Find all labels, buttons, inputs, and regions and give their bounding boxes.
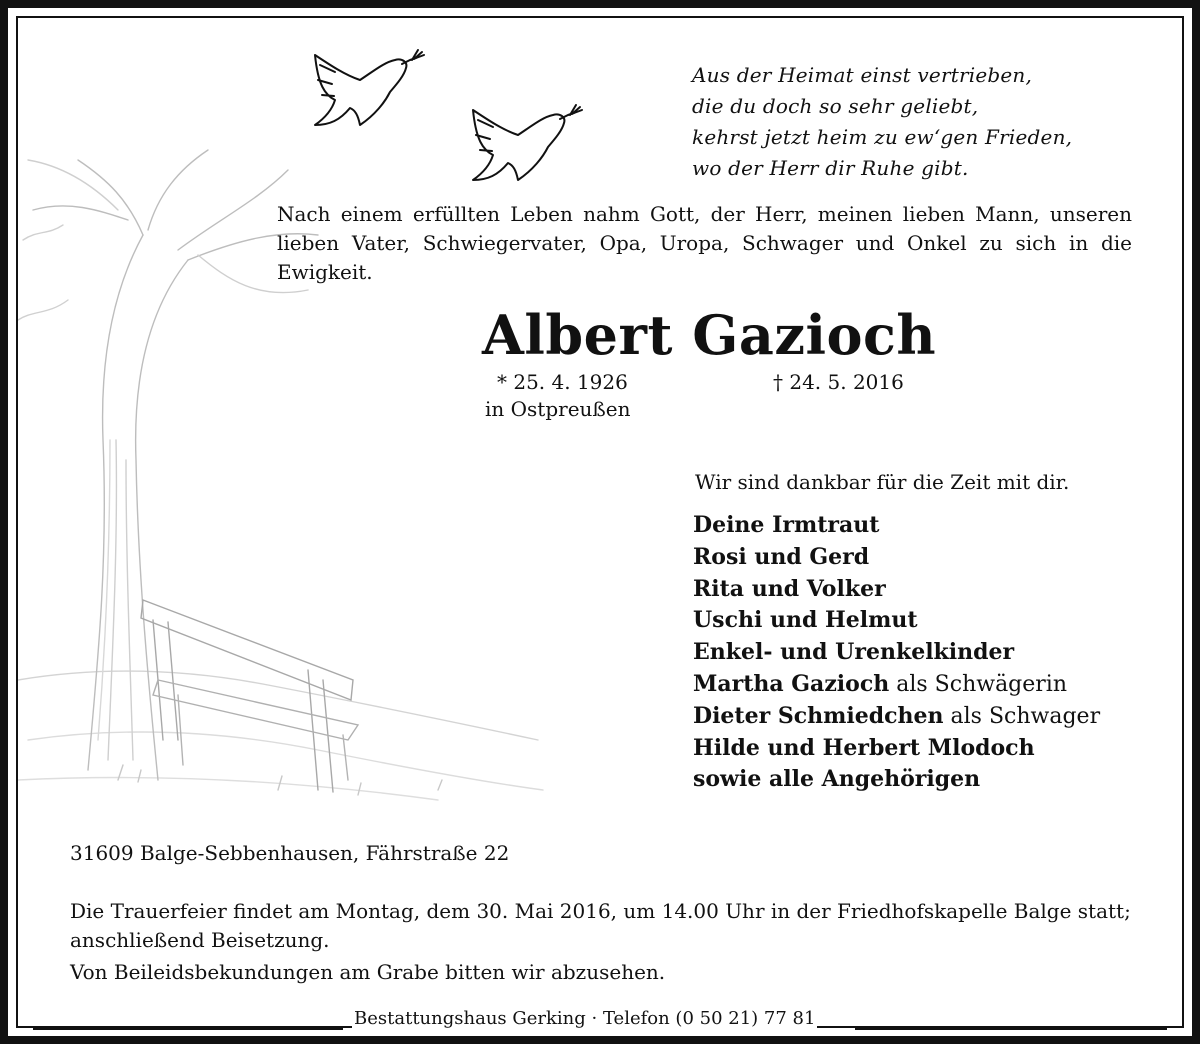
poem-line: Aus der Heimat einst vertrieben,	[692, 63, 1033, 87]
doves-illustration	[300, 40, 600, 200]
funeral-home-footer: Bestattungshaus Gerking · Telefon (0 50 21) 77 81	[354, 1008, 816, 1029]
family-name: Rita und Volker	[693, 575, 886, 602]
death-date: † 24. 5. 2016	[773, 370, 904, 394]
dove-with-olive-branch-icon	[473, 105, 582, 180]
family-name: Dieter Schmiedchen	[693, 702, 944, 729]
intro-text: Nach einem erfüllten Leben nahm Gott, der Herr, meinen lieben Mann, unseren lieben Vater, Schwiegervater, Opa, Uropa, Schwager und Onkel zu sich in die Ewigkeit.	[277, 202, 1132, 284]
family-name: Rosi und Gerd	[693, 543, 870, 570]
family-entry	[693, 510, 1100, 542]
family-entry	[693, 764, 1100, 796]
family-entry	[693, 669, 1100, 701]
poem-line: die du doch so sehr geliebt,	[692, 94, 979, 118]
poem	[692, 60, 1072, 184]
family-name: sowie alle Angehörigen	[693, 766, 981, 793]
family-entry	[693, 542, 1100, 574]
dove-with-olive-branch-icon	[315, 50, 424, 125]
birthplace: in Ostpreußen	[485, 397, 631, 421]
family-entry	[693, 701, 1100, 733]
family-list	[693, 510, 1100, 796]
family-name: Martha Gazioch	[693, 670, 890, 697]
footer-rule	[33, 1027, 343, 1030]
family-entry	[693, 733, 1100, 765]
address: 31609 Balge-Sebbenhausen, Fährstraße 22	[70, 841, 510, 865]
family-relation: als Schwager	[950, 703, 1101, 729]
family-entry	[693, 605, 1100, 637]
family-entry	[693, 574, 1100, 606]
funeral-notice: Die Trauerfeier findet am Montag, dem 30. Mai 2016, um 14.00 Uhr in der Friedhofskapelle Balge statt; anschließend Beisetzung.	[70, 899, 1131, 952]
thanks-line: Wir sind dankbar für die Zeit mit dir.	[695, 470, 1070, 494]
deceased-name: Albert Gazioch	[482, 303, 937, 367]
family-name: Deine Irmtraut	[693, 512, 880, 538]
family-name: Hilde und Herbert Mlodoch	[693, 734, 1035, 761]
family-name: Enkel- und Urenkelkinder	[693, 639, 1015, 666]
condolence-notice: Von Beileidsbekundungen am Grabe bitten wir abzusehen.	[70, 960, 666, 984]
poem-line: kehrst jetzt heim zu ew‘gen Frieden,	[692, 125, 1073, 149]
footer-rule	[855, 1027, 1167, 1030]
family-relation: als Schwägerin	[896, 671, 1068, 697]
poem-line: wo der Herr dir Ruhe gibt.	[692, 156, 969, 180]
family-entry	[693, 637, 1100, 669]
birth-date: * 25. 4. 1926	[497, 370, 628, 394]
family-name: Uschi und Helmut	[693, 607, 918, 634]
